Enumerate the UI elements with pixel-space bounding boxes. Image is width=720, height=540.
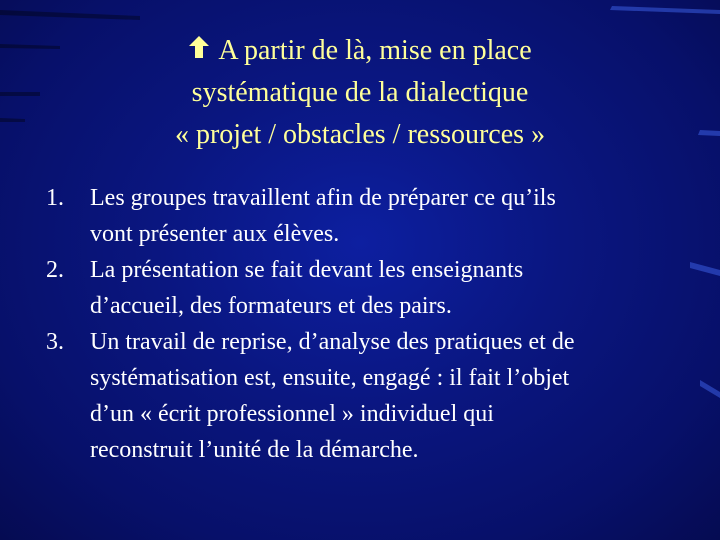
up-arrow-icon	[188, 35, 210, 59]
slide-title	[60, 30, 660, 156]
list-item-text: Les groupes travaillent afin de préparer ce qu’ils vont présenter aux élèves.	[90, 185, 556, 247]
list-item	[46, 324, 676, 468]
list-item-number: 3.	[46, 329, 64, 355]
list-item	[46, 252, 676, 324]
list-item-text: La présentation se fait devant les enseignants d’accueil, des formateurs et des pairs.	[90, 257, 524, 319]
numbered-list	[46, 180, 676, 468]
title-line-1: A partir de là, mise en place	[60, 30, 660, 72]
list-item-number: 2.	[46, 257, 64, 283]
list-item-number: 1.	[46, 185, 64, 211]
list-item	[46, 180, 676, 252]
list-item-text: Un travail de reprise, d’analyse des pratiques et de systématisation est, ensuite, engagé : il fait l’objet d’un « écrit professionnel » individuel qui reconstruit l’unité de la démarche.	[90, 329, 575, 463]
title-line-2: systématique de la dialectique	[191, 77, 529, 108]
title-line-3: « projet / obstacles / ressources »	[174, 119, 546, 150]
